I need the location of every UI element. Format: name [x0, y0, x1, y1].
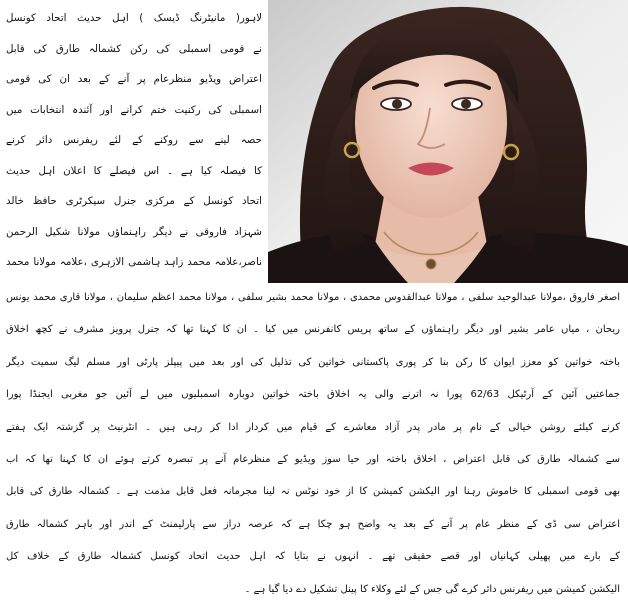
article-line: ریحان ، میاں عامر بشیر اور دیگر راہنماؤں کے ساتھ پریس کانفرنس میں کیا ۔ ان کا کہنا تھا کہ جنرل پرویز مشرف نے کچھ اخلاق	[6, 324, 620, 336]
article-line: اسمبلی کی رکنیت ختم کرانے اور آئندہ انتخابات میں	[6, 103, 262, 116]
article-line: سے کشمالہ طارق کی قابل اعتراض ، اخلاق باختہ اور حیا سوز ویڈیو کے منظرعام آنے پر تبصرہ کرتے ہوئے ان کا کہنا تھا کہ اب	[6, 453, 620, 465]
right-iris	[461, 99, 471, 109]
article-line: شہزاد فاروقی نے دیگر راہنماؤں مولانا شکیل الرحمن	[6, 225, 262, 238]
article-line: باختہ خواتین کو معزز ایوان کا رکن بنا کر پوری پاکستانی خواتین کی تذلیل کی اور بعد میں پیپلز پارٹی اور مسلم لیگ سمیت دیگر	[6, 356, 620, 368]
article-line: ناصر،علامہ محمد زاہد ہاشمی الازہری ،علامہ مولانا محمد	[6, 256, 262, 268]
article-full-width-text	[6, 282, 620, 606]
article-line: بھی قومی اسمبلی کا خاموش رہنا اور الیکشن کمیشن کا از خود نوٹس نہ لینا مجرمانہ فعل قابل مذمت ہے ۔ کشمالہ طارق کی قابل	[6, 486, 620, 498]
article-line: کرنے کیلئے روشن خیالی کے نام پر مادر پدر آزاد معاشرے کے قیام میں کردار ادا کر رہی ہیں ۔ انٹرنیٹ پر گزشتہ ایک ہفتے	[6, 421, 620, 433]
article-last-line: الیکشن کمیشن میں ریفرنس دائر کرے گی جس کے لئے وکلاء کا پینل تشکیل دے دیا گیا ہے ۔	[244, 583, 620, 595]
article-line: اعتراض سی ڈی کے منظر عام پر آنے کے بعد یہ واضح ہو چکا ہے کہ عرصہ دراز سے پارلیمنٹ کے اندر اور باہر کشمالہ طارق	[6, 518, 620, 530]
article-line: حصہ لینے سے روکنے کے لئے ریفرنس دائر کرنے	[6, 134, 262, 146]
left-iris	[392, 99, 402, 109]
article-line: کے بارے میں پھیلی کہانیاں اور قصے حقیقی تھے ۔ انہوں نے بتایا کہ اہل حدیث اتحاد کونسل کشمالہ طارق کے خلاف کل	[6, 551, 620, 563]
article-line: نے قومی اسمبلی کی رکن کشمالہ طارق کی قابل	[6, 42, 262, 55]
article-line: لاہور( مانیٹرنگ ڈیسک ) اہل حدیث اتحاد کونسل	[6, 12, 262, 24]
article-line: اصغر فاروق ،مولانا عبدالوحید سلفی ، مولانا عبدالقدوس محمدی ، مولانا محمد بشیر سلفی ، مولانا محمد اعظم سلیمان ، مولانا قاری محمد یونس	[6, 292, 620, 303]
portrait-illustration	[268, 0, 628, 283]
article-side-column	[6, 3, 262, 278]
article-line: جماعتیں آئین کے آرٹیکل 62/63 پورا نہ اترنے والی یہ اخلاق باختہ خواتین دوبارہ اسمبلیوں میں لے آئیں جو مغربی ایجنڈا پورا	[6, 389, 620, 401]
necklace-pendant	[426, 259, 436, 269]
article-line: اتحاد کونسل کے مرکزی جنرل سیکرٹری حافظ خالد	[6, 195, 262, 207]
article-line: اعتراض ویڈیو منظرعام پر آنے کے بعد ان کی قومی	[6, 73, 262, 85]
article-line: کا فیصلہ کیا ہے ۔ اس فیصلے کا اعلان اہل حدیث	[6, 164, 262, 177]
portrait-photo	[268, 0, 628, 283]
